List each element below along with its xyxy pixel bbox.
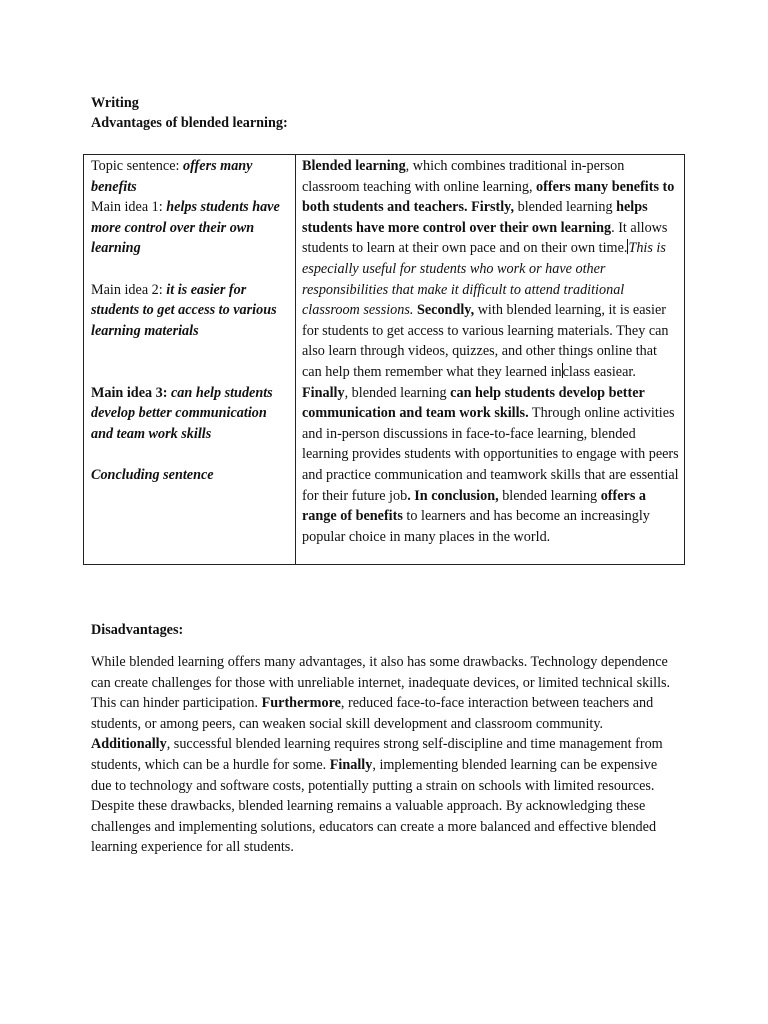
text-run: to learners and has become an increasingly popular choice in many places in the world. <box>302 508 650 545</box>
text-run: This is especially useful for students who work or have other responsibilities that make it difficult to attend traditional classroom sessions. <box>302 240 666 319</box>
main-idea-3-label: Main idea 3: <box>91 384 171 401</box>
text-run: with blended learning, it is easier for students to get access to various learning materials. They can also learn through videos, quizzes, and other things online that can help them remember what they learned in <box>302 302 669 380</box>
text-run: , successful blended learning requires strong self-discipline and time management from students, which can be a hurdle for some. <box>91 736 663 773</box>
text-run: Additionally <box>91 736 167 753</box>
text-run: class easiear. <box>562 363 636 380</box>
text-run: offers a range of benefits <box>302 487 647 525</box>
text-run: , reduced face-to-face interaction between teachers and students, or among peers, can weaken social skill development and classroom community. <box>91 695 654 732</box>
outline-column <box>84 155 296 564</box>
topic-sentence-label: Topic sentence: <box>91 158 183 174</box>
disadvantages-paragraph <box>91 652 681 858</box>
disadvantages-heading: Disadvantages: <box>91 622 184 638</box>
text-run: Finally <box>329 756 373 773</box>
topic-sentence-value: offers many benefits <box>91 158 253 195</box>
text-run: Through online activities and in-person discussions in face-to-face learning, blended learning provides students with opportunities to engage with peers and practice communication and teamwork skills that are essential for their future job <box>302 405 679 504</box>
text-run: blended learning <box>498 487 601 504</box>
text-run: helps students have more control over their own learning <box>302 199 648 236</box>
text-run: Blended learning <box>302 158 406 174</box>
main-idea-1-item <box>91 197 291 259</box>
text-run: blended learning <box>514 199 617 216</box>
main-idea-2-value: it is easier for students to get access to various learning materials <box>91 281 277 339</box>
text-run: , blended learning <box>344 384 451 401</box>
text-run: Furthermore <box>261 695 341 712</box>
text-run: , implementing blended learning can be expensive due to technology and software costs, potentially putting a strain on schools with limited resources. Despite these drawbacks, blended learning remains a valuable approach. By acknowledging these challenges and implementing solutions, educators can create a more balanced and effective blended learning experience for all students. <box>91 756 658 856</box>
outline-table <box>83 154 685 565</box>
text-run: offers many benefits to both students and teachers. Firstly, <box>302 178 675 216</box>
text-run: , which combines traditional in-person classroom teaching with online learning, <box>302 158 625 195</box>
topic-sentence-item <box>91 156 291 197</box>
concluding-sentence-label: Concluding sentence <box>91 466 214 483</box>
text-run: can help students develop better communication and team work skills. <box>302 384 645 422</box>
main-idea-2-label: Main idea 2: <box>91 281 167 298</box>
text-run: . In conclusion, <box>407 487 499 504</box>
text-run: Secondly, <box>416 302 475 319</box>
paragraph-column <box>296 155 684 564</box>
text-run: Finally <box>302 384 345 401</box>
text-run: . It allows students to learn at their own pace and on their own time. <box>302 219 668 257</box>
main-idea-2-item <box>91 280 291 342</box>
advantages-heading: Advantages of blended learning: <box>91 115 288 131</box>
main-idea-3-value: can help students develop better communication and team work skills <box>91 384 273 442</box>
main-idea-3-item <box>91 383 291 445</box>
document-title: Writing <box>91 95 139 111</box>
main-idea-1-label: Main idea 1: <box>91 199 167 216</box>
main-idea-1-value: helps students have more control over their own learning <box>91 199 280 257</box>
text-run: While blended learning offers many advantages, it also has some drawbacks. Technology dependence can create challenges for those with unreliable internet, inadequate devices, or limited technical skills. This can hinder participation. <box>91 654 671 712</box>
